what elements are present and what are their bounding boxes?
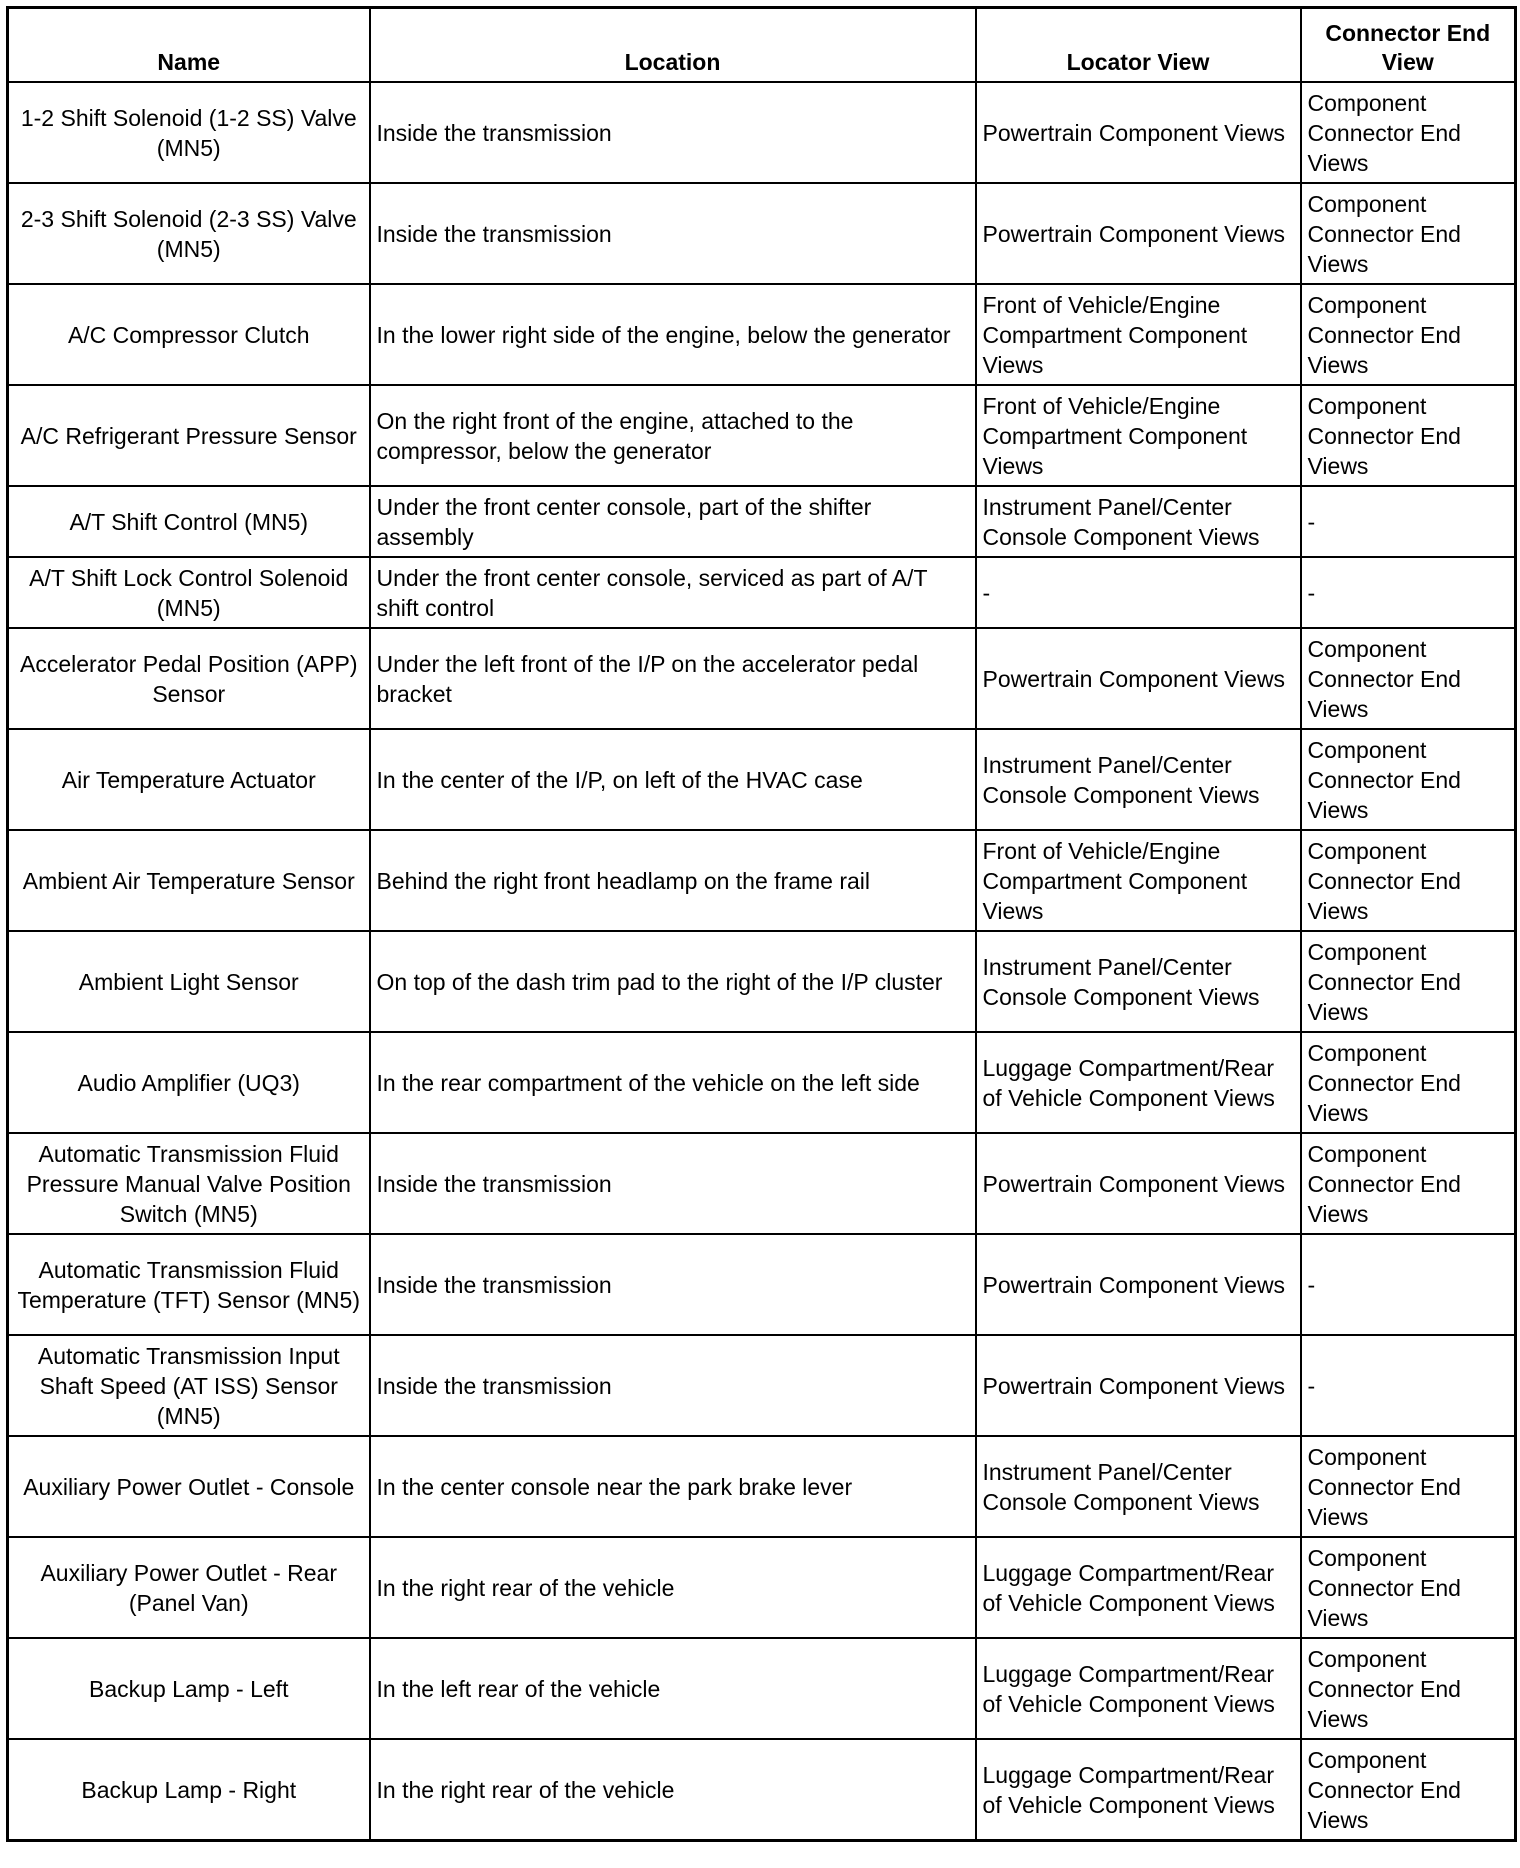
header-name: Name xyxy=(8,8,370,83)
cell-locator-view: Luggage Compartment/Rear of Vehicle Component Views xyxy=(976,1537,1301,1638)
cell-location: Under the front center console, serviced as part of A/T shift control xyxy=(370,557,976,628)
cell-location: Behind the right front headlamp on the frame rail xyxy=(370,830,976,931)
cell-locator-view: Powertrain Component Views xyxy=(976,1234,1301,1335)
table-row xyxy=(8,1436,1516,1537)
cell-name: Backup Lamp - Right xyxy=(8,1739,370,1841)
cell-connector-end-view: Component Connector End Views xyxy=(1301,1537,1516,1638)
cell-name: Backup Lamp - Left xyxy=(8,1638,370,1739)
cell-connector-end-view: Component Connector End Views xyxy=(1301,628,1516,729)
cell-locator-view: Front of Vehicle/Engine Compartment Component Views xyxy=(976,830,1301,931)
cell-location: Inside the transmission xyxy=(370,1335,976,1436)
cell-connector-end-view: Component Connector End Views xyxy=(1301,385,1516,486)
table-row xyxy=(8,931,1516,1032)
table-row xyxy=(8,284,1516,385)
cell-location: Under the left front of the I/P on the accelerator pedal bracket xyxy=(370,628,976,729)
cell-name: Automatic Transmission Input Shaft Speed (AT ISS) Sensor (MN5) xyxy=(8,1335,370,1436)
cell-location: In the rear compartment of the vehicle on the left side xyxy=(370,1032,976,1133)
cell-locator-view: Luggage Compartment/Rear of Vehicle Component Views xyxy=(976,1739,1301,1841)
cell-locator-view: Front of Vehicle/Engine Compartment Component Views xyxy=(976,385,1301,486)
cell-name: Ambient Air Temperature Sensor xyxy=(8,830,370,931)
cell-locator-view: Powertrain Component Views xyxy=(976,1335,1301,1436)
cell-location: Inside the transmission xyxy=(370,1133,976,1234)
cell-location: In the center console near the park brake lever xyxy=(370,1436,976,1537)
cell-name: 2-3 Shift Solenoid (2-3 SS) Valve (MN5) xyxy=(8,183,370,284)
cell-connector-end-view: - xyxy=(1301,1335,1516,1436)
cell-location: In the right rear of the vehicle xyxy=(370,1739,976,1841)
cell-name: Auxiliary Power Outlet - Console xyxy=(8,1436,370,1537)
cell-location: Inside the transmission xyxy=(370,1234,976,1335)
cell-location: On top of the dash trim pad to the right of the I/P cluster xyxy=(370,931,976,1032)
cell-name: A/C Refrigerant Pressure Sensor xyxy=(8,385,370,486)
table-row xyxy=(8,486,1516,557)
cell-connector-end-view: Component Connector End Views xyxy=(1301,1436,1516,1537)
table-row xyxy=(8,628,1516,729)
cell-name: Automatic Transmission Fluid Pressure Manual Valve Position Switch (MN5) xyxy=(8,1133,370,1234)
cell-connector-end-view: - xyxy=(1301,557,1516,628)
cell-connector-end-view: Component Connector End Views xyxy=(1301,1032,1516,1133)
table-row xyxy=(8,1234,1516,1335)
cell-name: Automatic Transmission Fluid Temperature (TFT) Sensor (MN5) xyxy=(8,1234,370,1335)
cell-connector-end-view: Component Connector End Views xyxy=(1301,729,1516,830)
header-connector-end-view: Connector End View xyxy=(1301,8,1516,83)
cell-name: Accelerator Pedal Position (APP) Sensor xyxy=(8,628,370,729)
cell-locator-view: Instrument Panel/Center Console Component Views xyxy=(976,931,1301,1032)
cell-location: On the right front of the engine, attached to the compressor, below the generator xyxy=(370,385,976,486)
cell-connector-end-view: Component Connector End Views xyxy=(1301,1133,1516,1234)
cell-locator-view: Instrument Panel/Center Console Component Views xyxy=(976,1436,1301,1537)
cell-location: In the right rear of the vehicle xyxy=(370,1537,976,1638)
table-row xyxy=(8,385,1516,486)
cell-connector-end-view: Component Connector End Views xyxy=(1301,830,1516,931)
cell-location: Inside the transmission xyxy=(370,82,976,183)
table-row xyxy=(8,1739,1516,1841)
cell-location: Under the front center console, part of the shifter assembly xyxy=(370,486,976,557)
table-row xyxy=(8,729,1516,830)
cell-name: Ambient Light Sensor xyxy=(8,931,370,1032)
cell-location: In the lower right side of the engine, below the generator xyxy=(370,284,976,385)
cell-name: Auxiliary Power Outlet - Rear (Panel Van) xyxy=(8,1537,370,1638)
cell-name: Air Temperature Actuator xyxy=(8,729,370,830)
cell-locator-view: Instrument Panel/Center Console Component Views xyxy=(976,729,1301,830)
cell-connector-end-view: Component Connector End Views xyxy=(1301,1739,1516,1841)
table-row xyxy=(8,1335,1516,1436)
cell-connector-end-view: Component Connector End Views xyxy=(1301,82,1516,183)
cell-locator-view: Luggage Compartment/Rear of Vehicle Component Views xyxy=(976,1638,1301,1739)
table-row xyxy=(8,183,1516,284)
cell-locator-view: Powertrain Component Views xyxy=(976,1133,1301,1234)
table-row xyxy=(8,82,1516,183)
cell-locator-view: Powertrain Component Views xyxy=(976,628,1301,729)
header-locator-view: Locator View xyxy=(976,8,1301,83)
cell-name: A/T Shift Lock Control Solenoid (MN5) xyxy=(8,557,370,628)
cell-locator-view: - xyxy=(976,557,1301,628)
cell-connector-end-view: - xyxy=(1301,1234,1516,1335)
table-row xyxy=(8,830,1516,931)
table-row xyxy=(8,1638,1516,1739)
table-row xyxy=(8,557,1516,628)
table-row xyxy=(8,1133,1516,1234)
cell-connector-end-view: Component Connector End Views xyxy=(1301,1638,1516,1739)
cell-locator-view: Instrument Panel/Center Console Component Views xyxy=(976,486,1301,557)
header-location: Location xyxy=(370,8,976,83)
component-locator-table xyxy=(6,6,1517,1842)
cell-name: Audio Amplifier (UQ3) xyxy=(8,1032,370,1133)
cell-connector-end-view: - xyxy=(1301,486,1516,557)
cell-locator-view: Powertrain Component Views xyxy=(976,82,1301,183)
cell-location: In the left rear of the vehicle xyxy=(370,1638,976,1739)
cell-location: Inside the transmission xyxy=(370,183,976,284)
cell-location: In the center of the I/P, on left of the HVAC case xyxy=(370,729,976,830)
cell-connector-end-view: Component Connector End Views xyxy=(1301,931,1516,1032)
cell-locator-view: Front of Vehicle/Engine Compartment Component Views xyxy=(976,284,1301,385)
cell-name: A/T Shift Control (MN5) xyxy=(8,486,370,557)
cell-connector-end-view: Component Connector End Views xyxy=(1301,284,1516,385)
table-row xyxy=(8,1032,1516,1133)
cell-connector-end-view: Component Connector End Views xyxy=(1301,183,1516,284)
cell-locator-view: Luggage Compartment/Rear of Vehicle Component Views xyxy=(976,1032,1301,1133)
table-row xyxy=(8,1537,1516,1638)
header-row xyxy=(8,8,1516,83)
cell-name: 1-2 Shift Solenoid (1-2 SS) Valve (MN5) xyxy=(8,82,370,183)
cell-locator-view: Powertrain Component Views xyxy=(976,183,1301,284)
cell-name: A/C Compressor Clutch xyxy=(8,284,370,385)
